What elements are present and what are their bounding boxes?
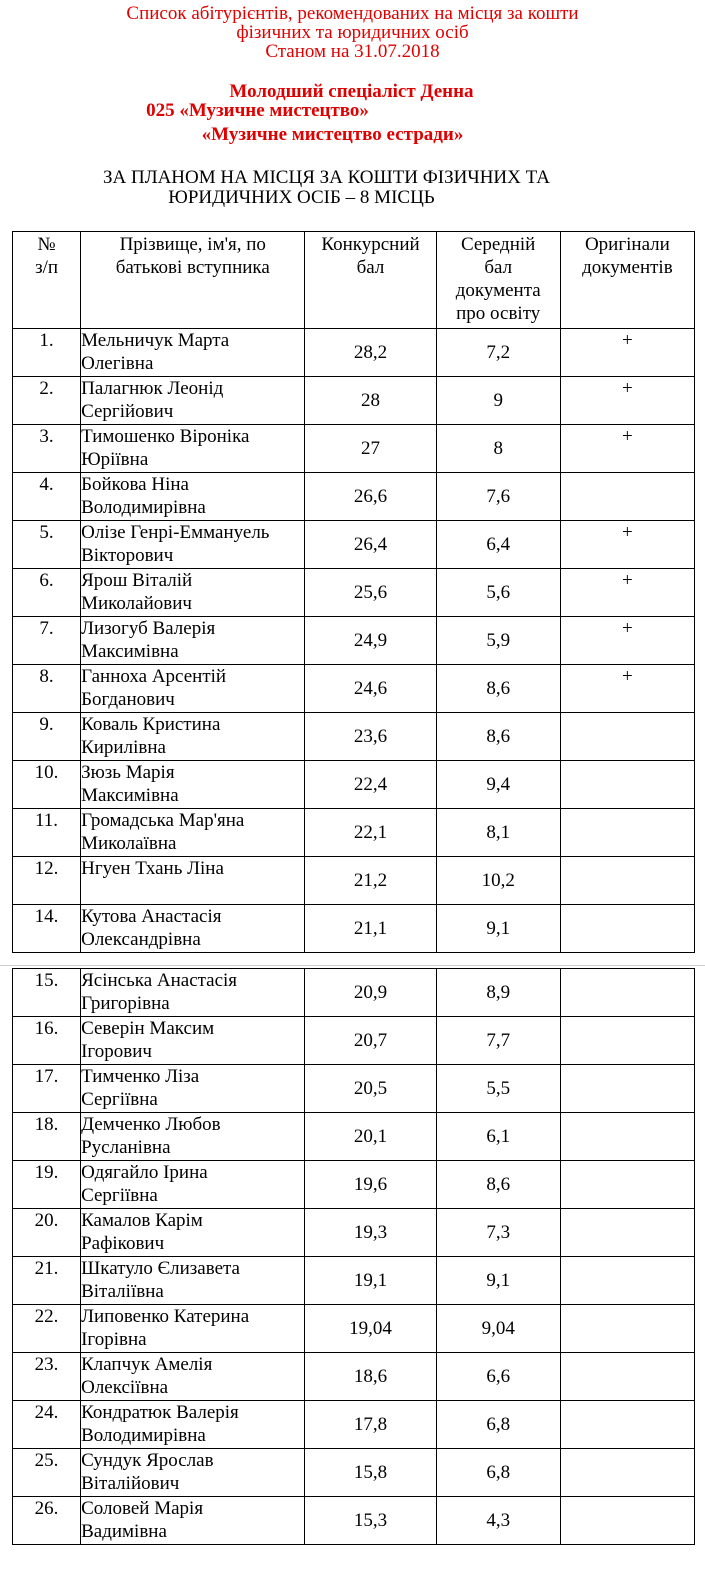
patronymic: Володимирівна <box>81 1425 206 1446</box>
table-row <box>13 1161 695 1209</box>
table-row <box>13 857 695 905</box>
surname-first-name: Лизогуб Валерія <box>81 618 216 639</box>
table-row <box>13 1017 695 1065</box>
applicant-name <box>81 969 305 1017</box>
surname-first-name: Громадська Мар'яна <box>81 810 245 831</box>
document-average: 8,6 <box>436 1161 560 1209</box>
table-row <box>13 521 695 569</box>
surname-first-name: Северін Максим <box>81 1018 215 1039</box>
patronymic: Рафікович <box>81 1233 165 1254</box>
applicant-name <box>81 521 305 569</box>
originals-mark: + <box>560 377 694 425</box>
surname-first-name: Тимченко Ліза <box>81 1066 200 1087</box>
applicant-name <box>81 1113 305 1161</box>
row-number: 26. <box>13 1497 81 1545</box>
surname-first-name: Коваль Кристина <box>81 714 221 735</box>
patronymic: Максимівна <box>81 785 179 806</box>
document-average: 6,8 <box>436 1401 560 1449</box>
competition-score: 20,9 <box>305 969 436 1017</box>
row-number: 12. <box>13 857 81 905</box>
page-break <box>0 965 705 966</box>
patronymic: Богданович <box>81 689 175 710</box>
applicant-name <box>81 1257 305 1305</box>
competition-score: 26,6 <box>305 473 436 521</box>
row-number: 18. <box>13 1113 81 1161</box>
patronymic: Максимівна <box>81 641 179 662</box>
table-row <box>13 713 695 761</box>
patronymic: Сергіївна <box>81 1185 158 1206</box>
document-average: 8,1 <box>436 809 560 857</box>
col-header-originals: Оригінали документів <box>560 232 694 329</box>
patronymic: Володимирівна <box>81 497 206 518</box>
competition-score: 21,2 <box>305 857 436 905</box>
surname-first-name: Бойкова Ніна <box>81 474 189 495</box>
surname-first-name: Нгуен Тхань Ліна <box>81 858 224 879</box>
surname-first-name: Соловей Марія <box>81 1498 204 1519</box>
plan-line-1: ЗА ПЛАНОМ НА МІСЦЯ ЗА КОШТИ ФІЗИЧНИХ ТА <box>102 167 550 188</box>
surname-first-name: Кондратюк Валерія <box>81 1402 239 1423</box>
originals-mark <box>560 969 694 1017</box>
originals-mark <box>560 1017 694 1065</box>
applicant-name <box>81 1449 305 1497</box>
patronymic: Сергійович <box>81 401 174 422</box>
competition-score: 25,6 <box>305 569 436 617</box>
document-average: 7,3 <box>436 1209 560 1257</box>
row-number: 10. <box>13 761 81 809</box>
document-average: 8,6 <box>436 713 560 761</box>
competition-score: 15,8 <box>305 1449 436 1497</box>
applicant-name <box>81 1017 305 1065</box>
originals-mark: + <box>560 617 694 665</box>
table-row <box>13 1449 695 1497</box>
originals-mark <box>560 1065 694 1113</box>
originals-mark <box>560 1353 694 1401</box>
document-average: 9 <box>436 377 560 425</box>
table-row <box>13 1401 695 1449</box>
patronymic: Юріївна <box>81 449 149 470</box>
row-number: 25. <box>13 1449 81 1497</box>
patronymic: Ігорович <box>81 1041 152 1062</box>
surname-first-name: Кутова Анастасія <box>81 906 222 927</box>
table-row <box>13 761 695 809</box>
table-row <box>13 1113 695 1161</box>
table-header-row <box>13 232 695 329</box>
document-average: 8,6 <box>436 665 560 713</box>
table-row <box>13 665 695 713</box>
competition-score: 18,6 <box>305 1353 436 1401</box>
row-number: 5. <box>13 521 81 569</box>
applicant-name <box>81 761 305 809</box>
applicant-name <box>81 665 305 713</box>
table-row <box>13 1257 695 1305</box>
table-row <box>13 1305 695 1353</box>
as-of-date: Станом на 31.07.2018 <box>265 41 440 62</box>
applicant-name <box>81 473 305 521</box>
competition-score: 19,6 <box>305 1161 436 1209</box>
patronymic: Вікторович <box>81 545 174 566</box>
document-average: 6,8 <box>436 1449 560 1497</box>
row-number: 2. <box>13 377 81 425</box>
applicant-name <box>81 809 305 857</box>
row-number: 11. <box>13 809 81 857</box>
originals-mark <box>560 1305 694 1353</box>
originals-mark: + <box>560 425 694 473</box>
surname-first-name: Ганноха Арсентій <box>81 666 227 687</box>
row-number: 19. <box>13 1161 81 1209</box>
row-number: 15. <box>13 969 81 1017</box>
document-average: 8 <box>436 425 560 473</box>
table-row <box>13 377 695 425</box>
originals-mark <box>560 1497 694 1545</box>
document-average: 7,6 <box>436 473 560 521</box>
row-number: 24. <box>13 1401 81 1449</box>
surname-first-name: Демченко Любов <box>81 1114 221 1135</box>
document-average: 6,4 <box>436 521 560 569</box>
applicant-name <box>81 1065 305 1113</box>
patronymic: Віталійович <box>81 1473 180 1494</box>
patronymic: Олегівна <box>81 353 154 374</box>
competition-score: 21,1 <box>305 905 436 953</box>
originals-mark <box>560 761 694 809</box>
table-row <box>13 1353 695 1401</box>
applicant-name <box>81 1353 305 1401</box>
surname-first-name: Мельничук Марта <box>81 330 230 351</box>
document-average: 9,1 <box>436 1257 560 1305</box>
document-average: 8,9 <box>436 969 560 1017</box>
title-line-2: фізичних та юридичних осіб <box>236 22 469 43</box>
col-header-avg: Середній бал документа про освіту <box>436 232 560 329</box>
document-average: 5,9 <box>436 617 560 665</box>
originals-mark <box>560 473 694 521</box>
surname-first-name: Ясінська Анастасія <box>81 970 238 991</box>
row-number: 16. <box>13 1017 81 1065</box>
col-header-name: Прізвище, ім'я, по батькові вступника <box>81 232 305 329</box>
competition-score: 19,1 <box>305 1257 436 1305</box>
surname-first-name: Липовенко Катерина <box>81 1306 250 1327</box>
surname-first-name: Палагнюк Леонід <box>81 378 224 399</box>
table-row <box>13 569 695 617</box>
patronymic: Сергіївна <box>81 1089 158 1110</box>
competition-score: 19,3 <box>305 1209 436 1257</box>
document-average: 10,2 <box>436 857 560 905</box>
competition-score: 20,5 <box>305 1065 436 1113</box>
title-line-1: Список абітурієнтів, рекомендованих на місця за кошти <box>126 3 579 24</box>
row-number: 20. <box>13 1209 81 1257</box>
competition-score: 22,1 <box>305 809 436 857</box>
document-average: 4,3 <box>436 1497 560 1545</box>
competition-score: 19,04 <box>305 1305 436 1353</box>
originals-mark <box>560 857 694 905</box>
row-number: 8. <box>13 665 81 713</box>
originals-mark: + <box>560 521 694 569</box>
competition-score: 26,4 <box>305 521 436 569</box>
row-number: 7. <box>13 617 81 665</box>
document-average: 7,2 <box>436 329 560 377</box>
applicant-name <box>81 329 305 377</box>
surname-first-name: Тимошенко Віроніка <box>81 426 250 447</box>
surname-first-name: Зюзь Марія <box>81 762 175 783</box>
applicant-name <box>81 713 305 761</box>
originals-mark <box>560 1113 694 1161</box>
applicant-name <box>81 905 305 953</box>
surname-first-name: Ярош Віталій <box>81 570 193 591</box>
competition-score: 17,8 <box>305 1401 436 1449</box>
patronymic: Миколаївна <box>81 833 177 854</box>
competition-score: 22,4 <box>305 761 436 809</box>
originals-mark <box>560 905 694 953</box>
originals-mark <box>560 1257 694 1305</box>
row-number: 3. <box>13 425 81 473</box>
competition-score: 28,2 <box>305 329 436 377</box>
document-average: 5,6 <box>436 569 560 617</box>
table-row <box>13 809 695 857</box>
surname-first-name: Камалов Карім <box>81 1210 203 1231</box>
row-number: 17. <box>13 1065 81 1113</box>
document-average: 5,5 <box>436 1065 560 1113</box>
applicant-name <box>81 569 305 617</box>
surname-first-name: Клапчук Амелія <box>81 1354 213 1375</box>
document-average: 9,4 <box>436 761 560 809</box>
patronymic: Олексіївна <box>81 1377 169 1398</box>
degree-line: Молодший спеціаліст Денна <box>229 81 474 102</box>
table-row <box>13 1065 695 1113</box>
competition-score: 24,6 <box>305 665 436 713</box>
originals-mark <box>560 1449 694 1497</box>
applicant-name <box>81 425 305 473</box>
table-row <box>13 329 695 377</box>
document-average: 6,6 <box>436 1353 560 1401</box>
table-row <box>13 969 695 1017</box>
row-number: 14. <box>13 905 81 953</box>
row-number: 22. <box>13 1305 81 1353</box>
specialty-line: 025 «Музичне мистецтво» <box>146 100 369 121</box>
competition-score: 23,6 <box>305 713 436 761</box>
surname-first-name: Одягайло Ірина <box>81 1162 208 1183</box>
table-row <box>13 425 695 473</box>
patronymic: Віталіївна <box>81 1281 164 1302</box>
applicant-name <box>81 377 305 425</box>
originals-mark <box>560 1401 694 1449</box>
document-average: 7,7 <box>436 1017 560 1065</box>
patronymic: Кирилівна <box>81 737 166 758</box>
applicant-name <box>81 1161 305 1209</box>
competition-score: 15,3 <box>305 1497 436 1545</box>
document-average: 9,1 <box>436 905 560 953</box>
row-number: 9. <box>13 713 81 761</box>
patronymic: Русланівна <box>81 1137 171 1158</box>
originals-mark: + <box>560 569 694 617</box>
document-average: 9,04 <box>436 1305 560 1353</box>
originals-mark <box>560 1209 694 1257</box>
document-average: 6,1 <box>436 1113 560 1161</box>
applicant-name <box>81 1497 305 1545</box>
applicant-name <box>81 857 305 905</box>
col-header-score: Конкурсний бал <box>305 232 436 329</box>
table-row <box>13 617 695 665</box>
table-row <box>13 473 695 521</box>
applicant-name <box>81 1401 305 1449</box>
competition-score: 24,9 <box>305 617 436 665</box>
patronymic: Вадимівна <box>81 1521 167 1542</box>
applicant-name <box>81 1305 305 1353</box>
surname-first-name: Шкатуло Єлизавета <box>81 1258 240 1279</box>
competition-score: 20,1 <box>305 1113 436 1161</box>
program-line: «Музичне мистецтво естради» <box>201 124 464 145</box>
originals-mark <box>560 1161 694 1209</box>
originals-mark <box>560 713 694 761</box>
table-row <box>13 905 695 953</box>
competition-score: 27 <box>305 425 436 473</box>
applicants-table-part-1 <box>12 231 695 953</box>
patronymic: Ігорівна <box>81 1329 147 1350</box>
row-number: 23. <box>13 1353 81 1401</box>
patronymic: Олександрівна <box>81 929 201 950</box>
col-header-number: № з/п <box>13 232 81 329</box>
plan-line-2: ЮРИДИЧНИХ ОСІБ – 8 МІСЦЬ <box>168 187 435 208</box>
patronymic: Миколайович <box>81 593 192 614</box>
originals-mark: + <box>560 329 694 377</box>
originals-mark <box>560 809 694 857</box>
applicants-table-part-2 <box>12 968 695 1545</box>
competition-score: 20,7 <box>305 1017 436 1065</box>
surname-first-name: Сундук Ярослав <box>81 1450 214 1471</box>
surname-first-name: Олізе Генрі-Еммануель <box>81 522 270 543</box>
patronymic: Григорівна <box>81 993 170 1014</box>
table-row <box>13 1209 695 1257</box>
row-number: 4. <box>13 473 81 521</box>
competition-score: 28 <box>305 377 436 425</box>
applicant-name <box>81 617 305 665</box>
row-number: 21. <box>13 1257 81 1305</box>
originals-mark: + <box>560 665 694 713</box>
applicant-name <box>81 1209 305 1257</box>
table-row <box>13 1497 695 1545</box>
row-number: 6. <box>13 569 81 617</box>
row-number: 1. <box>13 329 81 377</box>
